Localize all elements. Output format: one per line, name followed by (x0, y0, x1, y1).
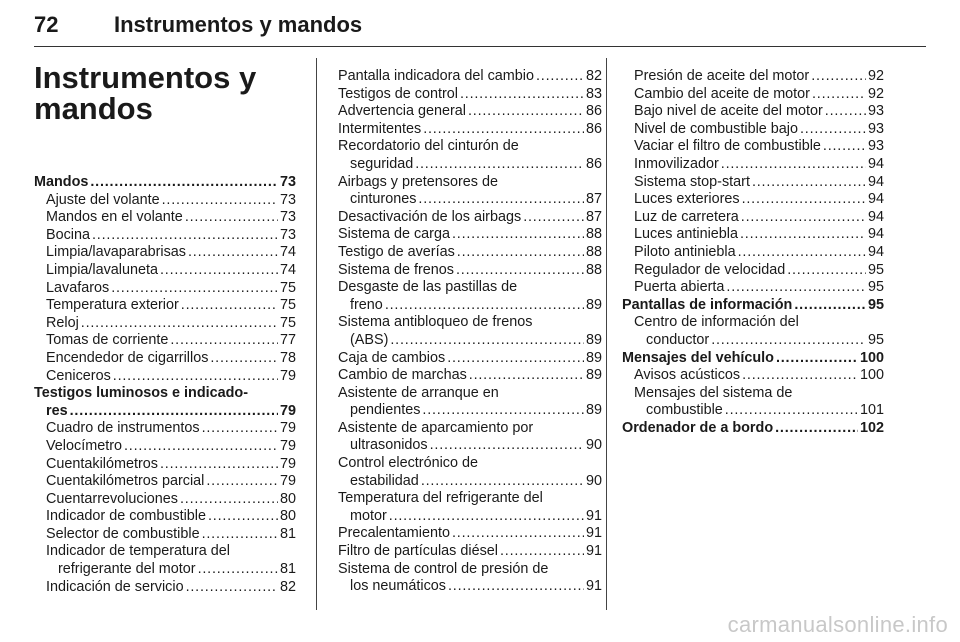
toc-entry[interactable] (34, 280, 296, 298)
dot-leader (752, 174, 866, 192)
toc-entry-text: Lavafaros (46, 279, 110, 296)
toc-entry[interactable] (34, 526, 296, 544)
toc-entry-text: Desgaste de las pastillas de (338, 279, 518, 296)
dot-leader (742, 367, 858, 385)
toc-entry[interactable] (34, 579, 296, 597)
dot-leader (448, 578, 584, 596)
toc-entry-text: seguridad (350, 155, 414, 172)
toc-entry[interactable] (622, 420, 884, 438)
dot-leader (775, 420, 858, 438)
toc-entry[interactable] (338, 68, 602, 86)
dot-leader (390, 332, 584, 350)
toc-entry[interactable] (338, 455, 602, 490)
toc-page-number: 93 (867, 138, 884, 155)
toc-entry-text: Selector de combustible (46, 525, 200, 542)
toc-page-number: 87 (585, 191, 602, 208)
toc-entry-text: Testigo de averías (338, 243, 455, 260)
dot-leader (202, 420, 278, 438)
toc-page-number: 79 (279, 367, 296, 384)
dot-leader (456, 262, 584, 280)
toc-entry[interactable] (338, 121, 602, 139)
dot-leader (90, 174, 278, 192)
watermark: carmanualsonline.info (727, 612, 948, 637)
toc-entry-text: Sistema de control de presión de (338, 560, 549, 577)
toc-entry-text: Luces antiniebla (634, 226, 739, 243)
toc-page-number: 95 (867, 296, 884, 313)
toc-entry[interactable] (622, 262, 884, 280)
toc-entry-text: Cambio del aceite de motor (634, 85, 810, 102)
toc-entry[interactable] (338, 226, 602, 244)
toc-page-number: 91 (585, 543, 602, 560)
dot-leader (385, 297, 584, 315)
dot-leader (776, 350, 858, 368)
toc-entry-text: Temperatura exterior (46, 297, 179, 314)
dot-leader (452, 226, 584, 244)
toc-entry-text: Intermitentes (338, 120, 422, 137)
dot-leader (92, 227, 278, 245)
dot-leader (113, 368, 278, 386)
dot-leader (738, 244, 866, 262)
dot-leader (423, 121, 584, 139)
toc-column-2 (338, 68, 602, 596)
toc-entry[interactable] (622, 226, 884, 244)
toc-page-number: 83 (585, 85, 602, 102)
toc-entry-text: Tomas de corriente (46, 332, 169, 349)
toc-entry-text: Vaciar el filtro de combustible (634, 138, 821, 155)
page-header (34, 6, 926, 47)
toc-entry[interactable] (34, 315, 296, 333)
toc-page-number: 79 (279, 455, 296, 472)
toc-entry-text: (ABS) (350, 331, 389, 348)
toc-entry-text: los neumáticos (350, 578, 446, 595)
toc-entry[interactable] (622, 385, 884, 420)
toc-page-number: 88 (585, 243, 602, 260)
toc-page-number: 79 (279, 420, 296, 437)
toc-entry-text: Precalentamiento (338, 525, 450, 542)
toc-page-number: 82 (279, 578, 296, 595)
toc-page-number: 75 (279, 314, 296, 331)
toc-entry[interactable] (338, 420, 602, 455)
toc-page-number: 78 (279, 349, 296, 366)
toc-page-number: 79 (279, 473, 296, 490)
dot-leader (186, 579, 278, 597)
dot-leader (823, 138, 866, 156)
toc-entry[interactable] (34, 332, 296, 350)
toc-entry-text: Sistema de carga (338, 226, 450, 243)
toc-column-3 (622, 68, 884, 437)
toc-entry-text: conductor (646, 331, 710, 348)
toc-entry[interactable] (34, 385, 296, 420)
toc-entry-text: Cuentakilómetros (46, 455, 158, 472)
toc-page-number: 91 (585, 507, 602, 524)
dot-leader (787, 262, 866, 280)
toc-entry-text: Indicación de servicio (46, 578, 184, 595)
toc-entry-text: Pantalla indicadora del cambio (338, 68, 534, 84)
toc-page-number: 92 (867, 68, 884, 84)
toc-entry-text: Ordenador de a bordo (622, 419, 774, 436)
toc-entry-text: Ceniceros (46, 367, 111, 384)
toc-entry[interactable] (34, 297, 296, 315)
toc-entry-text: Nivel de combustible bajo (634, 120, 798, 137)
toc-page-number: 88 (585, 226, 602, 243)
toc-entry-text: Airbags y pretensores de (338, 173, 498, 190)
toc-entry-text: Asistente de aparcamiento por (338, 419, 534, 436)
toc-entry[interactable] (338, 314, 602, 349)
toc-page-number: 91 (585, 525, 602, 542)
dot-leader (500, 543, 584, 561)
toc-page-number: 91 (585, 578, 602, 595)
toc-entry[interactable] (34, 174, 296, 192)
toc-entry[interactable] (338, 350, 602, 368)
dot-leader (741, 209, 866, 227)
column-divider (606, 58, 607, 610)
dot-leader (800, 121, 866, 139)
chapter-title: Instrumentos y mandos (34, 60, 257, 126)
dot-leader (430, 437, 584, 455)
toc-entry-text: Mensajes del vehículo (622, 349, 774, 366)
toc-entry[interactable] (34, 456, 296, 474)
toc-entry-text: Cambio de marchas (338, 367, 467, 384)
toc-entry-text: Piloto antiniebla (634, 243, 736, 260)
toc-entry-text: Centro de información del (634, 314, 799, 331)
toc-page-number: 93 (867, 120, 884, 137)
toc-entry[interactable] (34, 473, 296, 491)
toc-entry-text: Ajuste del volante (46, 191, 160, 208)
toc-entry-text: refrigerante del motor (58, 561, 196, 578)
toc-page-number: 102 (859, 419, 884, 436)
toc-entry-text: Caja de cambios (338, 349, 446, 366)
toc-entry[interactable] (338, 174, 602, 209)
dot-leader (460, 86, 584, 104)
toc-page-number: 86 (585, 120, 602, 137)
toc-page-number: 88 (585, 261, 602, 278)
toc-page-number: 89 (585, 402, 602, 419)
toc-entry-text: Desactivación de los airbags (338, 208, 522, 225)
toc-page-number: 75 (279, 297, 296, 314)
toc-page-number: 101 (859, 402, 884, 419)
toc-page-number: 93 (867, 103, 884, 120)
toc-entry-text: Regulador de velocidad (634, 261, 786, 278)
toc-entry-text: Luz de carretera (634, 208, 739, 225)
toc-page-number: 100 (859, 349, 884, 366)
toc-entry[interactable] (622, 86, 884, 104)
dot-leader (457, 244, 584, 262)
toc-page-number: 94 (867, 208, 884, 225)
toc-page-number: 89 (585, 367, 602, 384)
toc-page-number: 77 (279, 332, 296, 349)
toc-entry-text: pendientes (350, 402, 421, 419)
dot-leader (181, 297, 278, 315)
toc-page-number: 90 (585, 472, 602, 489)
column-divider (316, 58, 317, 610)
toc-page-number: 80 (279, 490, 296, 507)
toc-entry-text: estabilidad (350, 472, 419, 489)
toc-page-number: 86 (585, 103, 602, 120)
toc-page-number: 95 (867, 331, 884, 348)
toc-entry[interactable] (34, 491, 296, 509)
dot-leader (726, 279, 866, 297)
toc-entry[interactable] (338, 244, 602, 262)
toc-entry[interactable] (34, 543, 296, 578)
toc-entry-text: Mandos en el volante (46, 209, 183, 226)
dot-leader (421, 473, 584, 491)
toc-page-number: 73 (279, 191, 296, 208)
dot-leader (124, 438, 278, 456)
toc-entry[interactable] (622, 209, 884, 227)
toc-entry[interactable] (622, 367, 884, 385)
dot-leader (180, 491, 278, 509)
toc-entry[interactable] (622, 174, 884, 192)
toc-entry[interactable] (622, 121, 884, 139)
toc-page-number: 79 (279, 437, 296, 454)
dot-leader (711, 332, 866, 350)
toc-entry[interactable] (34, 420, 296, 438)
dot-leader (422, 402, 584, 420)
toc-entry-text: Control electrónico de (338, 455, 478, 472)
toc-entry[interactable] (338, 209, 602, 227)
toc-entry[interactable] (338, 543, 602, 561)
toc-page-number: 94 (867, 226, 884, 243)
toc-page-number: 100 (859, 367, 884, 384)
dot-leader (812, 86, 866, 104)
toc-page-number: 86 (585, 155, 602, 172)
dot-leader (198, 561, 278, 579)
dot-leader (206, 473, 278, 491)
toc-page-number: 95 (867, 261, 884, 278)
toc-entry[interactable] (34, 368, 296, 386)
toc-entry-text: Limpia/lavaparabrisas (46, 244, 186, 261)
toc-entry-text: Sistema antibloqueo de frenos (338, 314, 533, 331)
dot-leader (468, 103, 584, 121)
toc-entry[interactable] (622, 103, 884, 121)
toc-page-number: 89 (585, 331, 602, 348)
dot-leader (794, 297, 866, 315)
toc-entry-text: Luces exteriores (634, 191, 740, 208)
toc-page-number: 87 (585, 208, 602, 225)
toc-entry-text: motor (350, 507, 387, 524)
toc-entry-text: Recordatorio del cinturón de (338, 138, 519, 155)
dot-leader (740, 226, 866, 244)
toc-entry[interactable] (34, 192, 296, 210)
toc-entry[interactable] (338, 262, 602, 280)
toc-entry-text: Presión de aceite del motor (634, 68, 810, 84)
toc-entry-text: Testigos luminosos e indicado- (34, 385, 249, 402)
toc-entry-text: combustible (646, 402, 723, 419)
toc-page-number: 75 (279, 279, 296, 296)
dot-leader (70, 403, 278, 421)
toc-page-number: 81 (279, 525, 296, 542)
toc-entry[interactable] (34, 262, 296, 280)
toc-page-number: 94 (867, 243, 884, 260)
toc-page-number: 82 (585, 68, 602, 84)
dot-leader (81, 315, 278, 333)
page-number: 72 (34, 12, 59, 37)
toc-entry-text: ultrasonidos (350, 437, 428, 454)
toc-page-number: 79 (279, 402, 296, 419)
toc-entry[interactable] (34, 350, 296, 368)
toc-entry[interactable] (34, 508, 296, 526)
toc-entry[interactable] (338, 561, 602, 596)
dot-leader (523, 209, 584, 227)
toc-page-number: 94 (867, 155, 884, 172)
toc-entry[interactable] (622, 297, 884, 315)
dot-leader (742, 191, 866, 209)
toc-entry[interactable] (338, 525, 602, 543)
toc-entry-text: Indicador de temperatura del (46, 543, 230, 560)
toc-entry[interactable] (338, 385, 602, 420)
dot-leader (208, 508, 278, 526)
toc-entry[interactable] (338, 367, 602, 385)
dot-leader (452, 525, 584, 543)
toc-entry-text: Asistente de arranque en (338, 384, 499, 401)
dot-leader (160, 262, 278, 280)
toc-entry[interactable] (622, 156, 884, 174)
toc-entry[interactable] (622, 138, 884, 156)
toc-entry-text: Velocímetro (46, 437, 122, 454)
toc-entry-text: Bajo nivel de aceite del motor (634, 103, 823, 120)
toc-entry-text: Sistema de frenos (338, 261, 454, 278)
toc-entry-text: Cuadro de instrumentos (46, 420, 200, 437)
toc-entry[interactable] (338, 86, 602, 104)
toc-entry[interactable] (34, 244, 296, 262)
running-section-title: Instrumentos y mandos (114, 12, 363, 37)
toc-entry-text: Limpia/lavaluneta (46, 261, 158, 278)
toc-page-number: 73 (279, 174, 296, 190)
toc-entry-text: Filtro de partículas diésel (338, 543, 498, 560)
toc-page-number: 73 (279, 209, 296, 226)
toc-entry-text: Sistema stop-start (634, 173, 750, 190)
dot-leader (811, 68, 866, 86)
dot-leader (188, 244, 278, 262)
toc-column-1 (34, 174, 296, 596)
toc-page-number: 94 (867, 191, 884, 208)
toc-entry[interactable] (34, 227, 296, 245)
toc-entry-text: cinturones (350, 191, 417, 208)
toc-entry-text: Mandos (34, 174, 89, 190)
toc-page-number: 73 (279, 226, 296, 243)
toc-entry[interactable] (622, 244, 884, 262)
toc-entry-text: Inmovilizador (634, 155, 719, 172)
toc-entry[interactable] (622, 350, 884, 368)
toc-entry[interactable] (338, 138, 602, 173)
toc-entry-text: Temperatura del refrigerante del (338, 490, 543, 507)
toc-page-number: 74 (279, 244, 296, 261)
toc-entry-text: Advertencia general (338, 103, 466, 120)
toc-page-number: 89 (585, 296, 602, 313)
toc-page-number: 90 (585, 437, 602, 454)
toc-page-number: 80 (279, 508, 296, 525)
toc-entry-text: Encendedor de cigarrillos (46, 349, 209, 366)
toc-entry-text: Cuentakilómetros parcial (46, 473, 205, 490)
toc-page-number: 74 (279, 261, 296, 278)
toc-page-number: 95 (867, 279, 884, 296)
toc-entry[interactable] (622, 191, 884, 209)
toc-entry-text: Indicador de combustible (46, 508, 206, 525)
toc-entry[interactable] (338, 103, 602, 121)
dot-leader (210, 350, 278, 368)
toc-entry[interactable] (622, 279, 884, 297)
dot-leader (162, 192, 278, 210)
dot-leader (721, 156, 866, 174)
dot-leader (185, 209, 278, 227)
dot-leader (725, 402, 858, 420)
toc-entry-text: Testigos de control (338, 85, 458, 102)
toc-entry-text: res (46, 402, 68, 419)
toc-entry-text: Puerta abierta (634, 279, 725, 296)
dot-leader (389, 508, 584, 526)
toc-entry[interactable] (34, 209, 296, 227)
dot-leader (447, 350, 584, 368)
toc-entry[interactable] (622, 68, 884, 86)
toc-entry[interactable] (338, 279, 602, 314)
toc-entry-text: Mensajes del sistema de (634, 384, 793, 401)
toc-page-number: 94 (867, 173, 884, 190)
toc-entry-text: freno (350, 296, 383, 313)
toc-entry-text: Cuentarrevoluciones (46, 490, 178, 507)
toc-entry-text: Bocina (46, 226, 91, 243)
toc-entry[interactable] (622, 314, 884, 349)
dot-leader (111, 280, 278, 298)
dot-leader (415, 156, 584, 174)
toc-entry-text: Avisos acústicos (634, 367, 741, 384)
toc-entry[interactable] (34, 438, 296, 456)
toc-entry-text: Reloj (46, 314, 79, 331)
dot-leader (536, 68, 584, 86)
dot-leader (202, 526, 278, 544)
toc-entry[interactable] (338, 490, 602, 525)
dot-leader (170, 332, 278, 350)
toc-page-number: 92 (867, 85, 884, 102)
toc-page-number: 89 (585, 349, 602, 366)
dot-leader (825, 103, 866, 121)
dot-leader (469, 367, 584, 385)
toc-entry-text: Pantallas de información (622, 296, 793, 313)
dot-leader (160, 456, 278, 474)
dot-leader (418, 191, 584, 209)
toc-page-number: 81 (279, 561, 296, 578)
